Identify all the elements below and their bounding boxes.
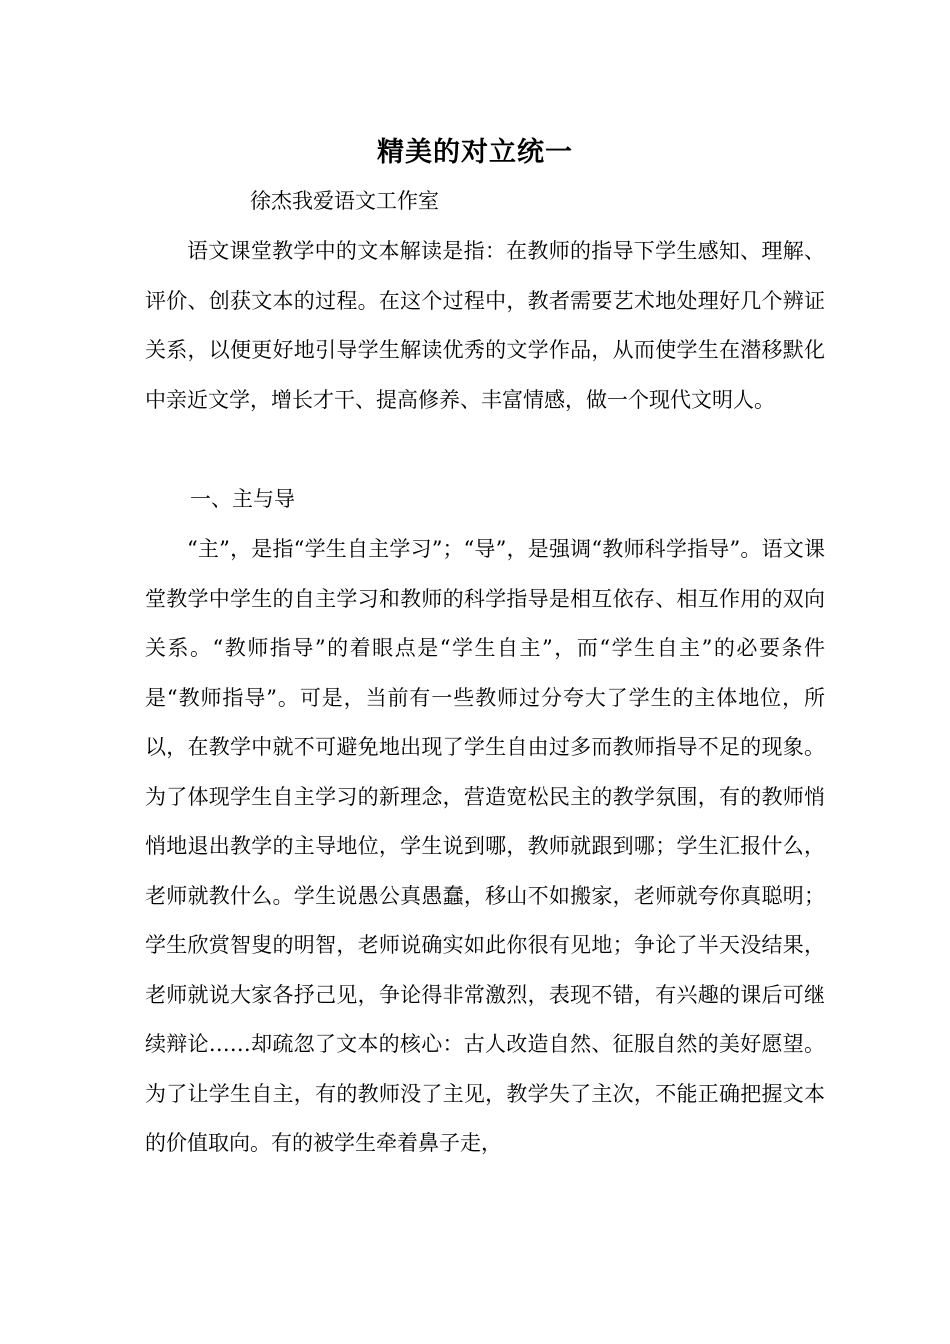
document-author: 徐杰我爱语文工作室 <box>250 189 439 213</box>
section-paragraph-block <box>145 525 825 1169</box>
section-paragraph: “主”，是指“学生自主学习”；“导”，是强调“教师科学指导”。语文课堂教学中学生的自主学习和教师的科学指导是相互依存、相互作用的双向关系。“教师指导”的着眼点是“学生自主”，而“学生自主”的必要条件是“教师指导”。可是，当前有一些教师过分夸大了学生的主体地位，所以，在教学中就不可避免地出现了学生自由过多而教师指导不足的现象。为了体现学生自主学习的新理念，营造宽松民主的教学氛围，有的教师悄悄地退出教学的主导地位，学生说到哪，教师就跟到哪；学生汇报什么，老师就教什么。学生说愚公真愚蠢，移山不如搬家，老师就夸你真聪明；学生欣赏智叟的明智，老师说确实如此你很有见地；争论了半天没结果，老师就说大家各抒己见，争论得非常激烈，表现不错，有兴趣的课后可继续辩论……却疏忽了文本的核心：古人改造自然、征服自然的美好愿望。为了让学生自主，有的教师没了主见，教学失了主次，不能正确把握文本的价值取向。有的被学生牵着鼻子走， <box>145 537 825 1155</box>
intro-paragraph: 语文课堂教学中的文本解读是指：在教师的指导下学生感知、理解、评价、创获文本的过程。在这个过程中，教者需要艺术地处理好几个辨证关系，以便更好地引导学生解读优秀的文学作品，从而使学生在潜移默化中亲近文学，增长才干、提高修养、丰富情感，做一个现代文明人。 <box>145 239 825 412</box>
intro-paragraph-block <box>145 227 825 425</box>
section-heading: 一、主与导 <box>190 487 295 511</box>
document-title: 精美的对立统一 <box>377 137 573 168</box>
